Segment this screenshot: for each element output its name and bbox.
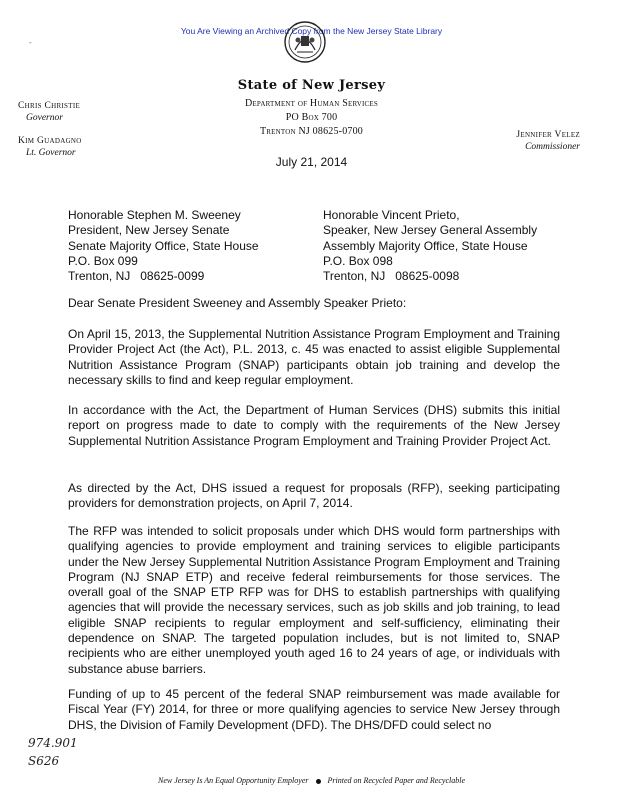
letter-date: July 21, 2014 xyxy=(275,155,348,169)
officials-left xyxy=(18,100,82,159)
lt-governor-name: Kim Guadagno xyxy=(18,136,82,146)
body-paragraph: On April 15, 2013, the Supplemental Nutrition Assistance Program Employment and Training Provider Project Act (the Act), P.L. 2013, c. 45 was enacted to assist eligible Supplemental Nutrition Assistance Program (SNAP) participants obtain job training and develop the necessary skills to find and keep regular employment. xyxy=(68,327,560,387)
state-seal-icon xyxy=(283,20,327,64)
commissioner-role: Commissioner xyxy=(525,142,580,152)
addressee-left xyxy=(68,208,259,284)
footer-right: Printed on Recycled Paper and Recyclable xyxy=(327,776,465,785)
addressee-right-line: P.O. Box 098 xyxy=(323,253,393,268)
body-paragraph: The RFP was intended to solicit proposals under which DHS would form partnerships with qualifying agencies to provide employment and training services to eligible participants under the New Jersey Supplemental Nutrition Assistance Program Employment and Training Program (NJ SNAP ETP) and receive federal reimbursements for those services. The overall goal of the SNAP ETP RFP was for DHS to establish partnerships with qualifying agencies that will provide the necessary services, such as job skills and job training, to lead eligible SNAP recipients to regular employment and self-sufficiency, eliminating their dependence on SNAP. The targeted population includes, but is not limited to, SNAP recipients who are either unemployed youth aged 16 to 24 years of age, or individuals with substance abuse barriers. xyxy=(68,524,560,676)
addressee-left-line: President, New Jersey Senate xyxy=(68,223,230,238)
department-name: Department of Human Services xyxy=(245,98,378,109)
commissioner-name: Jennifer Velez xyxy=(516,130,580,140)
official-right xyxy=(516,129,580,153)
body-paragraph: As directed by the Act, DHS issued a request for proposals (RFP), seeking participating providers for demonstration projects, on April 7, 2014. xyxy=(68,481,560,511)
body-paragraph: Funding of up to 45 percent of the federal SNAP reimbursement was made available for Fiscal Year (FY) 2014, for three or more qualifying agencies to service New Jersey through DHS, the Division of Family Development (DFD). The DHS/DFD could select no xyxy=(68,687,560,732)
body-paragraph: In accordance with the Act, the Department of Human Services (DHS) submits this initial report on progress made to date to comply with the requirements of the New Jersey Supplemental Nutrition Assistance Program Employment and Training Provider Project Act. xyxy=(68,403,560,448)
addressee-left-line: P.O. Box 099 xyxy=(68,253,138,268)
addressee-right xyxy=(323,208,537,284)
archive-notice: You Are Viewing an Archived Copy from the New Jersey State Library xyxy=(180,26,443,36)
handwritten-call-number: 974.901 xyxy=(28,736,78,750)
state-title: State of New Jersey xyxy=(237,78,386,93)
addressee-left-line: Trenton, NJ 08625-0099 xyxy=(68,269,205,284)
bullet-icon xyxy=(316,779,321,784)
lt-governor-role: Lt. Governor xyxy=(26,148,76,158)
footer-left: New Jersey Is An Equal Opportunity Employer xyxy=(158,776,309,785)
governor-name: Chris Christie xyxy=(18,101,81,111)
addressee-right-line: Assembly Majority Office, State House xyxy=(323,238,528,253)
handwritten-notation xyxy=(28,734,78,770)
scan-mark: - xyxy=(29,38,32,47)
department-po-box: PO Box 700 xyxy=(285,112,338,123)
addressee-right-line: Honorable Vincent Prieto, xyxy=(323,208,460,222)
addressee-right-line: Speaker, New Jersey General Assembly xyxy=(323,223,538,238)
department-city: Trenton NJ 08625-0700 xyxy=(259,126,363,137)
handwritten-code: S626 xyxy=(28,754,60,768)
addressee-left-line: Honorable Stephen M. Sweeney xyxy=(68,208,241,222)
footer xyxy=(0,776,623,785)
salutation: Dear Senate President Sweeney and Assembly Speaker Prieto: xyxy=(68,296,407,310)
addressee-left-line: Senate Majority Office, State House xyxy=(68,238,259,253)
governor-role: Governor xyxy=(26,113,63,123)
addressee-right-line: Trenton, NJ 08625-0098 xyxy=(323,269,460,284)
